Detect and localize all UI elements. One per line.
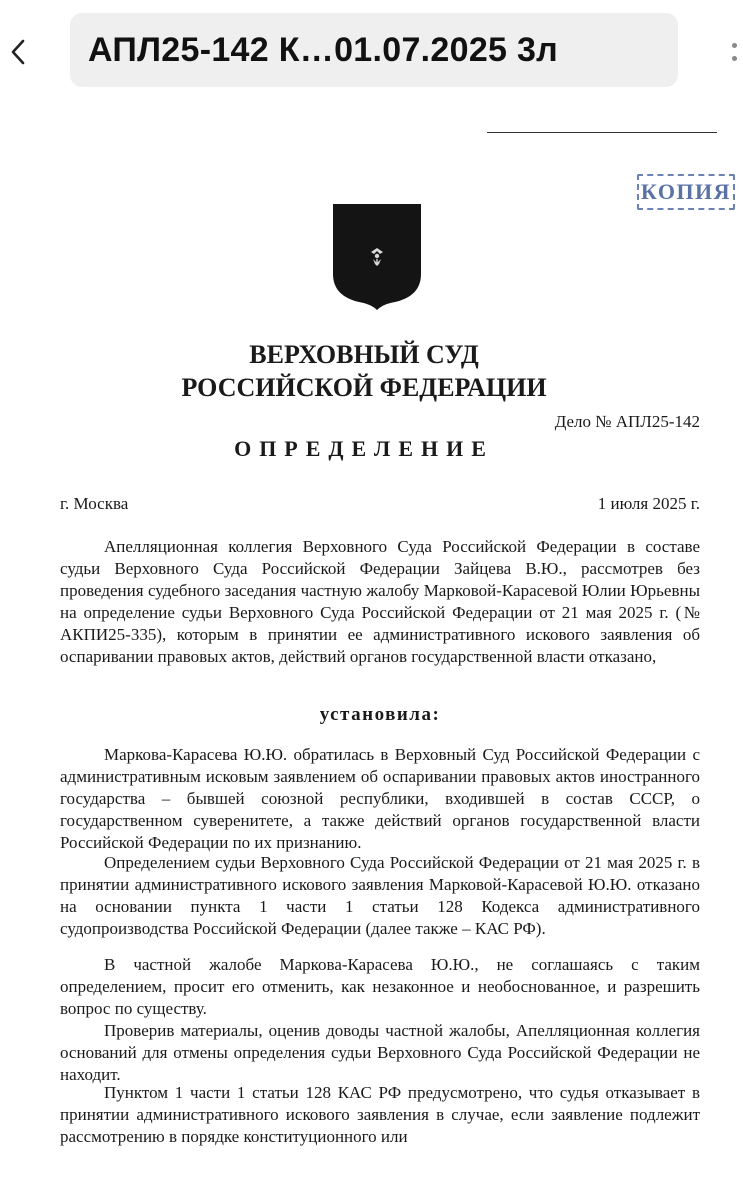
document-title-bar[interactable]: [70, 13, 678, 87]
document-date: 1 июля 2025 г.: [597, 494, 700, 513]
city: г. Москва: [60, 494, 129, 513]
court-name-line-2: РОССИЙСКОЙ ФЕДЕРАЦИИ: [181, 373, 547, 402]
court-name-line-1: ВЕРХОВНЫЙ СУД: [249, 340, 479, 369]
more-vertical-icon: [732, 43, 737, 61]
more-options-button[interactable]: [726, 30, 743, 74]
chevron-left-icon: [10, 39, 26, 65]
body-paragraph: Маркова-Карасева Ю.Ю. обратилась в Верховный Суд Российской Федерации с административным исковым заявлением об оспаривании правовых актов иностранного государства – бывшей союзной республики, входившей в состав СССР, о государственном суверенитете, а также действий органов государственной власти Российской Федерации по их признанию.: [60, 745, 700, 852]
coat-of-arms-emblem: [333, 204, 421, 310]
copy-stamp: КОПИЯ: [637, 174, 735, 210]
body-paragraph: В частной жалобе Маркова-Карасева Ю.Ю., не соглашаясь с таким определением, просит его отменить, как незаконное и необоснованное, и разрешить вопрос по существу.: [60, 955, 700, 1018]
document-type-heading: ОПРЕДЕЛЕНИЕ: [234, 436, 494, 461]
body-paragraph: Определением судьи Верховного Суда Российской Федерации от 21 мая 2025 г. в принятии административного искового заявления Марковой-Карасевой Ю.Ю. отказано на основании пункта 1 части 1 статьи 128 Кодекса административного судопроизводства Российской Федерации (далее также – КАС РФ).: [60, 853, 700, 938]
header-divider: [487, 132, 717, 133]
document-page[interactable]: [0, 92, 743, 1200]
body-paragraph: Пунктом 1 части 1 статьи 128 КАС РФ предусмотрено, что судья отказывает в принятии административного искового заявления в случае, если заявление подлежит рассмотрению в порядке конституционного или: [60, 1083, 700, 1146]
case-number: Дело № АПЛ25-142: [554, 412, 700, 431]
document-title: АПЛ25-142 К…01.07.2025 3л: [88, 30, 559, 69]
body-paragraph: Проверив материалы, оценив доводы частной жалобы, Апелляционная коллегия оснований для отмены определения судьи Верховного Суда Российской Федерации не находит.: [60, 1021, 700, 1084]
court-name: [0, 338, 728, 404]
intro-paragraph: Апелляционная коллегия Верховного Суда Российской Федерации в составе судьи Верховного Суда Российской Федерации Зайцева В.Ю., рассмотрев без проведения судебного заседания частную жалобу Марковой-Карасевой Юлии Юрьевны на определение судьи Верховного Суда Российской Федерации от 21 мая 2025 г. (№ АКПИ25-335), которым в принятии ее административного искового заявления об оспаривании правовых актов, действий органов государственной власти отказано,: [60, 537, 700, 666]
section-heading: установила:: [319, 704, 441, 725]
back-button[interactable]: [0, 20, 36, 84]
